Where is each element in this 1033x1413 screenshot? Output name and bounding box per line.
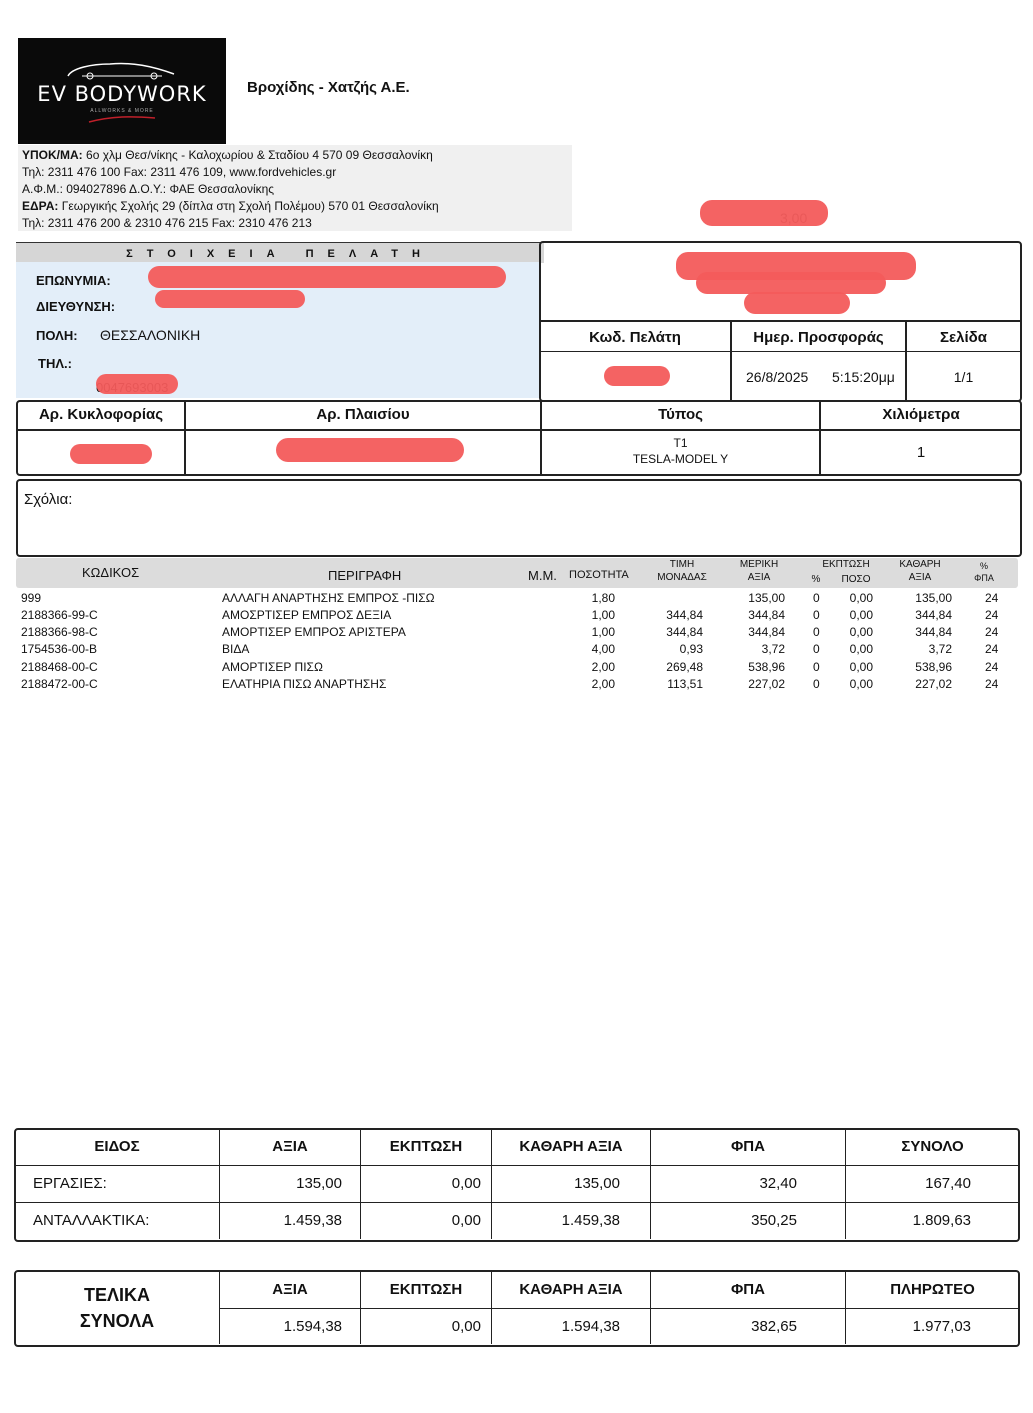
item-qty: 1,00 (591, 608, 615, 622)
col-code: ΚΩΔΙΚΟΣ (82, 565, 140, 580)
page-number: 1/1 (953, 369, 974, 385)
summary-head-type: ΕΙΔΟΣ (15, 1129, 220, 1165)
address-label: ΔΙΕΥΘΥΝΣΗ: (36, 299, 116, 314)
col-vat-line2: ΦΠΑ (974, 573, 994, 583)
item-disc-pct: 0 (813, 625, 820, 639)
summary-row-total: 167,40 (846, 1165, 1020, 1202)
item-partial: 3,72 (761, 642, 785, 656)
col-net (890, 559, 950, 583)
item-net: 538,96 (915, 660, 952, 674)
swoosh-icon (87, 114, 157, 124)
item-price: 344,84 (666, 608, 703, 622)
col-qty: ΠΟΣΟΤΗΤΑ (569, 569, 629, 581)
col-vat (972, 561, 996, 583)
redaction-mark (700, 200, 828, 226)
summary-row-vat: 32,40 (651, 1165, 846, 1202)
item-partial: 344,84 (748, 608, 785, 622)
item-net: 344,84 (915, 608, 952, 622)
item-vat: 24 (985, 642, 999, 656)
city-value: ΘΕΣΣΑΛΟΝΙΚΗ (100, 327, 201, 343)
item-code: 1754536-00-B (21, 642, 98, 656)
item-code: 2188366-98-C (21, 625, 98, 639)
summary-row-vat: 350,25 (651, 1202, 846, 1239)
item-disc-amt: 0,00 (849, 625, 873, 639)
hq-label: ΥΠΟΚ/ΜΑ: (22, 148, 83, 162)
item-price: 344,84 (666, 625, 703, 639)
summary-table (15, 1129, 1019, 1239)
totals-head-payable: ΠΛΗΡΩΤΕΟ (846, 1271, 1020, 1308)
item-qty: 4,00 (591, 642, 615, 656)
notes-label: Σχόλια: (24, 491, 73, 508)
totals-head-discount: ΕΚΠΤΩΣΗ (361, 1271, 492, 1308)
item-disc-amt: 0,00 (849, 642, 873, 656)
redaction-mark (744, 292, 850, 314)
totals-head-value: ΑΞΙΑ (220, 1271, 361, 1308)
item-disc-pct: 0 (813, 591, 820, 605)
totals-net: 1.594,38 (492, 1308, 651, 1344)
table-row (15, 1202, 1019, 1239)
totals-discount: 0,00 (361, 1308, 492, 1344)
summary-head-vat: ΦΠΑ (651, 1129, 846, 1165)
city-label: ΠΟΛΗ: (36, 328, 78, 343)
item-disc-pct: 0 (813, 608, 820, 622)
totals-payable: 1.977,03 (846, 1308, 1020, 1344)
vehicle-type-code: T1 (673, 436, 688, 450)
summary-row-net: 135,00 (492, 1165, 651, 1202)
totals-head-vat: ΦΠΑ (651, 1271, 846, 1308)
item-qty: 2,00 (591, 660, 615, 674)
item-qty: 1,80 (591, 591, 615, 605)
item-disc-amt: 0,00 (849, 660, 873, 674)
col-partial (728, 559, 790, 583)
item-code: 2188366-99-C (21, 608, 98, 622)
totals-table (15, 1271, 1019, 1344)
quote-date-label: Ημερ. Προσφοράς (753, 329, 884, 346)
item-partial: 227,02 (748, 677, 785, 691)
item-vat: 24 (985, 660, 999, 674)
col-discount-pct: % (811, 574, 821, 585)
col-discount-amt: ΠΟΣΟ (841, 574, 871, 585)
item-disc-pct: 0 (813, 660, 820, 674)
redaction-mark (696, 272, 886, 294)
seat-phone: Τηλ: 2311 476 200 & 2310 476 215 Fax: 2310 476 213 (22, 216, 312, 230)
item-code: 999 (21, 591, 42, 605)
logo-brand: EV BODYWORK (37, 82, 207, 106)
item-qty: 1,00 (591, 625, 615, 639)
item-vat: 24 (985, 677, 999, 691)
item-disc-pct: 0 (813, 677, 820, 691)
hq-address: 6ο χλμ Θεσ/νίκης - Καλοχωρίου & Σταδίου 4 570 09 Θεσσαλονίκη (86, 148, 433, 162)
item-partial: 344,84 (748, 625, 785, 639)
col-discount: ΕΚΠΤΩΣΗ (822, 559, 870, 570)
vehicle-model: TESLA-MODEL Y (632, 452, 729, 466)
item-net: 344,84 (915, 625, 952, 639)
item-price: 0,93 (679, 642, 703, 656)
item-disc-amt: 0,00 (849, 608, 873, 622)
vehicle-type (542, 435, 819, 467)
summary-head-value: ΑΞΙΑ (220, 1129, 361, 1165)
item-desc: ΑΜΟΣΡΤΙΣΕΡ ΕΜΠΡΟΣ ΔΕΞΙΑ (222, 608, 392, 622)
redaction-mark (70, 444, 152, 464)
redaction-mark (148, 266, 506, 288)
customer-code-label: Κωδ. Πελάτη (589, 329, 681, 346)
summary-row-net: 1.459,38 (492, 1202, 651, 1239)
table-row (15, 1165, 1019, 1202)
company-address (18, 145, 572, 231)
item-disc-pct: 0 (813, 642, 820, 656)
hq-phone: Τηλ: 2311 476 100 Fax: 2311 476 109, www.fordvehicles.gr (22, 165, 337, 179)
table-row (0, 591, 1033, 608)
car-logo-icon (62, 58, 182, 80)
totals-label (15, 1271, 220, 1344)
item-disc-amt: 0,00 (849, 677, 873, 691)
divider (17, 429, 1021, 431)
summary-head-total: ΣΥΝΟΛΟ (846, 1129, 1020, 1165)
plate-label: Αρ. Κυκλοφορίας (38, 406, 164, 423)
redaction-mark (604, 366, 670, 386)
summary-header-row (15, 1129, 1019, 1165)
item-qty: 2,00 (591, 677, 615, 691)
totals-label-line2: ΣΥΝΟΛΑ (79, 1310, 155, 1331)
table-row (0, 660, 1033, 677)
item-net: 135,00 (915, 591, 952, 605)
item-partial: 538,96 (748, 660, 785, 674)
item-desc: ΒΙΔΑ (222, 642, 250, 656)
summary-row-discount: 0,00 (361, 1165, 492, 1202)
item-vat: 24 (985, 608, 999, 622)
summary-head-discount: ΕΚΠΤΩΣΗ (361, 1129, 492, 1165)
item-price: 269,48 (666, 660, 703, 674)
customer-header: ΣΤΟΙΧΕΙΑ ΠΕΛΑΤΗ (16, 242, 544, 263)
redaction-mark (276, 438, 464, 462)
totals-vat: 382,65 (651, 1308, 846, 1344)
company-name: Βροχίδης - Χατζής Α.Ε. (247, 79, 410, 96)
page-label: Σελίδα (940, 329, 987, 346)
km-value: 1 (916, 444, 926, 461)
item-desc: ΑΜΟΡΤΙΣΕΡ ΕΜΠΡΟΣ ΑΡΙΣΤΕΡΑ (222, 625, 406, 639)
tax-info: Α.Φ.Μ.: 094027896 Δ.Ο.Υ.: ΦΑΕ Θεσσαλονίκης (22, 182, 275, 196)
totals-head-net: ΚΑΘΑΡΗ ΑΞΙΑ (492, 1271, 651, 1308)
col-desc: ΠΕΡΙΓΡΑΦΗ (328, 568, 402, 583)
name-label: ΕΠΩΝΥΜΙΑ: (36, 273, 111, 288)
col-price-line1: ΤΙΜΗ (669, 559, 695, 570)
item-desc: ΕΛΑΤΗΡΙΑ ΠΙΣΩ ΑΝΑΡΤΗΣΗΣ (222, 677, 387, 691)
seat-label: ΕΔΡΑ: (22, 199, 59, 213)
col-unit: Μ.Μ. (528, 568, 557, 583)
item-code: 2188472-00-C (21, 677, 98, 691)
summary-row-label: ΑΝΤΑΛΛΑΚΤΙΚΑ: (15, 1202, 220, 1239)
summary-head-net: ΚΑΘΑΡΗ ΑΞΙΑ (492, 1129, 651, 1165)
notes-box (16, 479, 1022, 557)
chassis-label: Αρ. Πλαισίου (316, 406, 410, 423)
table-row (0, 677, 1033, 694)
item-net: 227,02 (915, 677, 952, 691)
item-disc-amt: 0,00 (849, 591, 873, 605)
item-net: 3,72 (928, 642, 952, 656)
col-partial-line2: ΑΞΙΑ (747, 572, 771, 583)
item-vat: 24 (985, 591, 999, 605)
item-desc: ΑΜΟΡΤΙΣΕΡ ΠΙΣΩ (222, 660, 323, 674)
col-net-line1: ΚΑΘΑΡΗ (899, 559, 941, 570)
summary-row-total: 1.809,63 (846, 1202, 1020, 1239)
quote-date: 26/8/2025 (746, 369, 809, 385)
phone-label: ΤΗΛ.: (38, 356, 72, 371)
col-price-line2: ΜΟΝΑΔΑΣ (657, 572, 707, 583)
totals-value: 1.594,38 (220, 1308, 361, 1344)
summary-row-value: 135,00 (220, 1165, 361, 1202)
item-code: 2188468-00-C (21, 660, 98, 674)
seat-address: Γεωργικής Σχολής 29 (δίπλα στη Σχολή Πολέμου) 570 01 Θεσσαλονίκη (61, 199, 439, 213)
col-price (650, 559, 714, 583)
table-row (0, 608, 1033, 625)
table-row (0, 642, 1033, 659)
col-vat-line1: % (979, 561, 988, 571)
col-net-line2: ΑΞΙΑ (908, 572, 932, 583)
table-row (0, 625, 1033, 642)
summary-row-value: 1.459,38 (220, 1202, 361, 1239)
type-label: Τύπος (658, 406, 703, 423)
totals-label-line1: ΤΕΛΙΚΑ (83, 1284, 150, 1305)
logo-tagline: ALLWORKS & MORE (90, 108, 154, 114)
redaction-mark (155, 290, 305, 308)
item-vat: 24 (985, 625, 999, 639)
quote-time: 5:15:20μμ (832, 369, 895, 385)
item-partial: 135,00 (748, 591, 785, 605)
totals-header-row (15, 1271, 1019, 1308)
summary-row-label: ΕΡΓΑΣΙΕΣ: (15, 1165, 220, 1202)
col-partial-line1: ΜΕΡΙΚΗ (739, 559, 779, 570)
redaction-mark (96, 374, 178, 394)
km-label: Χιλιόμετρα (882, 406, 960, 423)
summary-row-discount: 0,00 (361, 1202, 492, 1239)
item-desc: ΑΛΛΑΓΗ ΑΝΑΡΤΗΣΗΣ ΕΜΠΡΟΣ -ΠΙΣΩ (222, 591, 435, 605)
company-logo (18, 38, 226, 144)
item-price: 113,51 (667, 677, 703, 691)
